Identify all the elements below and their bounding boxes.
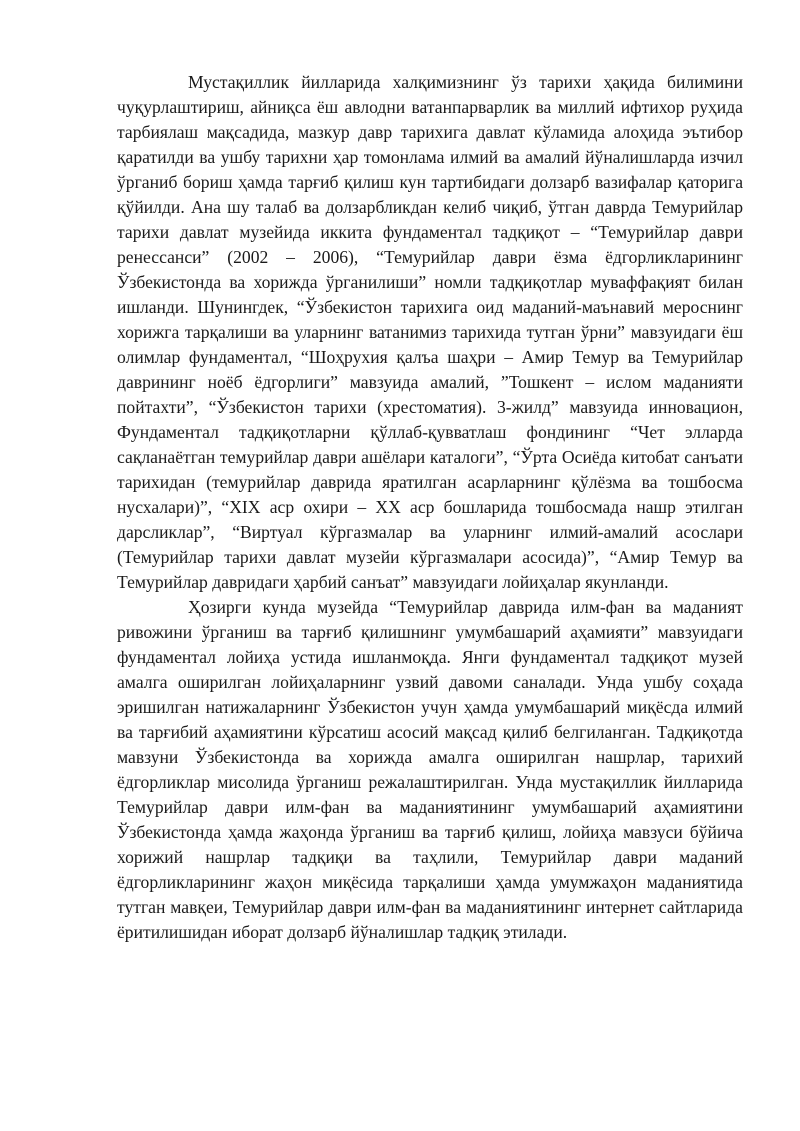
paragraph-1: Мустақиллик йилларида халқимизнинг ўз тарихи ҳақида билимини чуқурлаштириш, айниқса ёш авлодни ватанпарварлик ва миллий ифтихор руҳида тарбиялаш мақсадида, мазкур давр тарихига давлат кўламида алоҳида эътибор қаратилди ва ушбу тарихни ҳар томонлама илмий ва амалий йўналишларда изчил ўрганиб бориш ҳамда тарғиб қилиш кун тартибидаги долзарб вазифалар қаторига қўйилди. Ана шу талаб ва долзарбликдан келиб чиқиб, ўтган даврда Темурийлар тарихи давлат музейида иккита фундаментал тадқиқот – “Темурийлар даври ренессанси” (2002 – 2006), “Темурийлар даври ёзма ёдгорликларининг Ўзбекистонда ва хорижда ўрганилиши” номли тадқиқотлар муваффақият билан ишланди. Шунингдек, “Ўзбекистон тарихига оид маданий-маънавий мероснинг хорижга тарқалиши ва уларнинг ватанимиз тарихида тутган ўрни” мавзуидаги ёш олимлар фундаментал, “Шоҳрухия қалъа шаҳри – Амир Темур ва Темурийлар даврининг ноёб ёдгорлиги” мавзуида амалий, ”Тошкент – ислом маданияти пойтахти”, “Ўзбекистон тарихи (хрестоматия). 3-жилд” мавзуида инновацион, Фундаментал тадқиқотларни қўллаб-қувватлаш фондининг “Чет элларда сақланаётган темурийлар даври ашёлари каталоги”, “Ўрта Осиёда китобат санъати тарихидан (темурийлар даврида яратилган асарларнинг қўлёзма ва тошбосма нусхалари)”, “XIX аср охири – XX аср бошларида тошбосмада нашр этилган дарсликлар”, “Виртуал кўргазмалар ва уларнинг илмий-амалий асослари (Темурийлар тарихи давлат музейи кўргазмалари асосида)”, “Амир Темур ва Темурийлар давридаги ҳарбий санъат” мавзуидаги лойиҳалар якунланди. — [117, 72, 743, 592]
body-text — [117, 70, 743, 945]
paragraph-2: Ҳозирги кунда музейда “Темурийлар даврида илм-фан ва маданият ривожини ўрганиш ва тарғиб қилишнинг умумбашарий аҳамияти” мавзуидаги фундаментал лойиҳа устида ишланмоқда. Янги фундаментал тадқиқот музей амалга оширилган лойиҳаларнинг узвий давоми саналади. Унда ушбу соҳада эришилган натижаларнинг Ўзбекистон учун ҳамда умумбашарий миқёсда илмий ва тарғибий аҳамиятини кўрсатиш асосий мақсад қилиб белгиланган. Тадқиқотда мавзуни Ўзбекистонда ва хорижда амалга оширилган нашрлар, тарихий ёдгорликлар мисолида ўрганиш режалаштирилган. Унда мустақиллик йилларида Темурийлар даври илм-фан ва маданиятининг умумбашарий аҳамиятини Ўзбекистонда ҳамда жаҳонда ўрганиш ва тарғиб қилиш, лойиҳа мавзуси бўйича хорижий нашрлар тадқиқи ва таҳлили, Темурийлар даври маданий ёдгорликларининг жаҳон миқёсида тарқалиши ҳамда умумжаҳон маданиятида тутган мавқеи, Темурийлар даври илм-фан ва маданиятининг интернет сайтларида ёритилишидан иборат долзарб йўналишлар тадқиқ этилади. — [117, 597, 743, 942]
